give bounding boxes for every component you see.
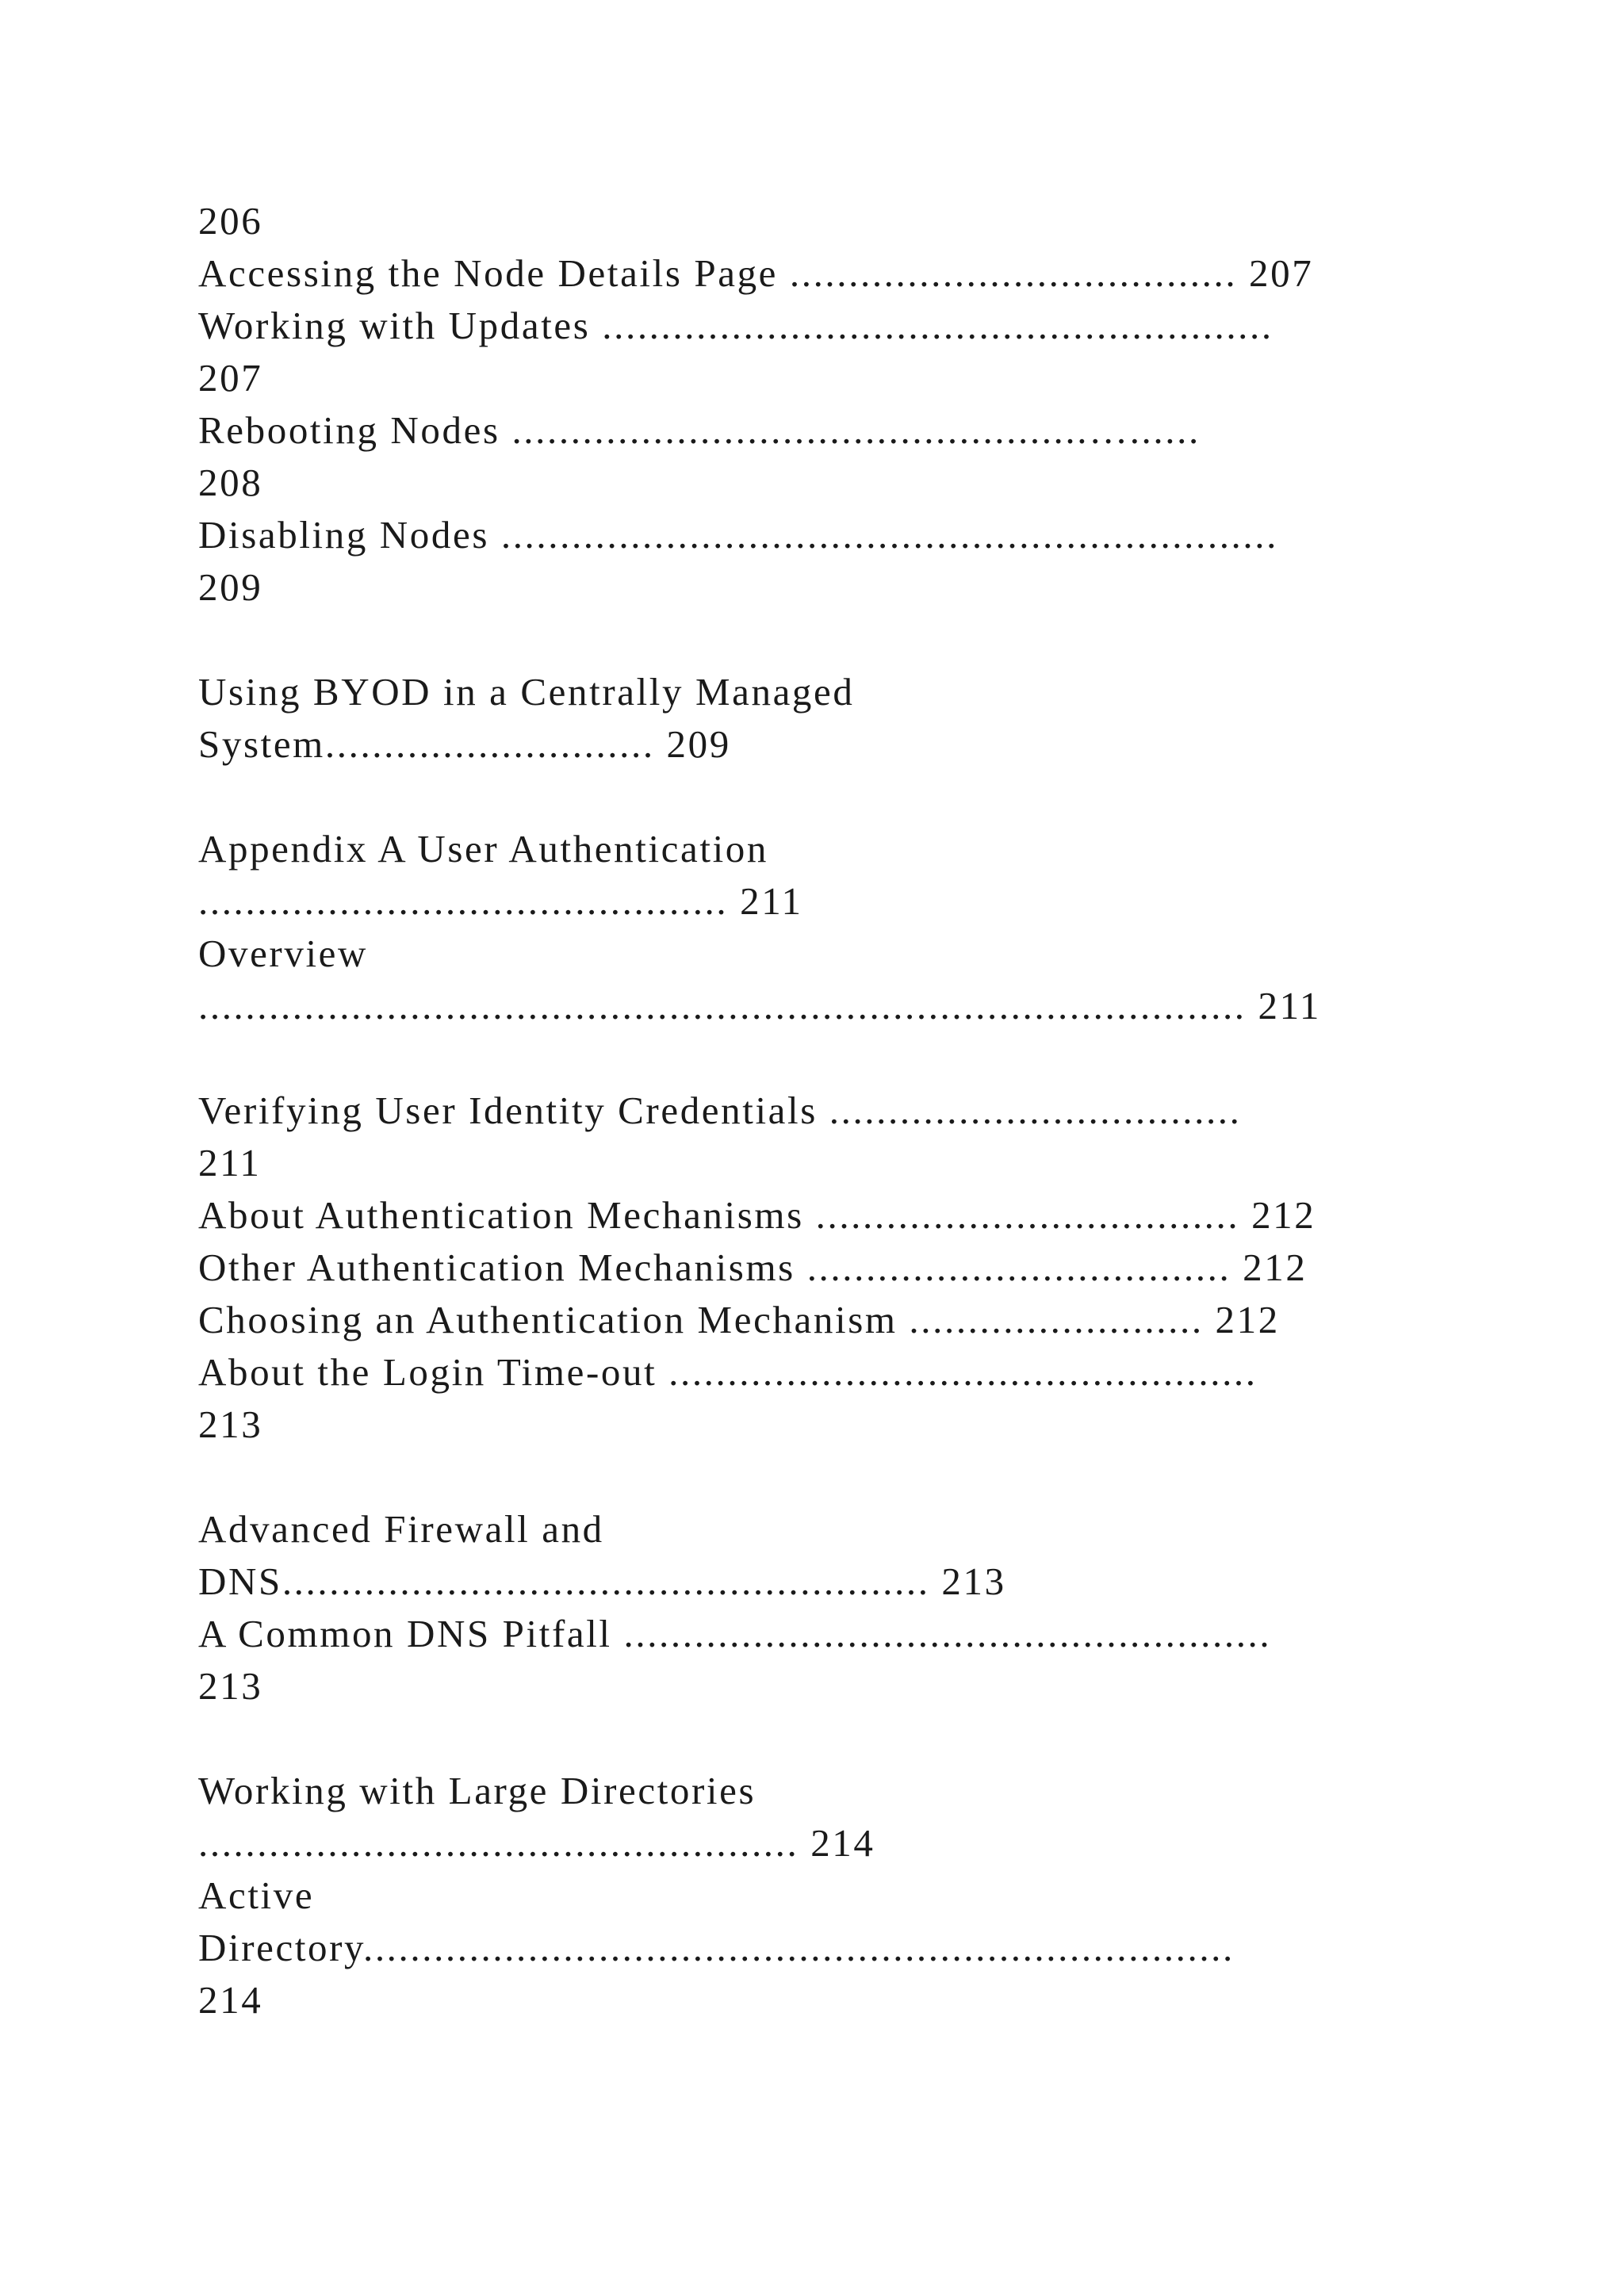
toc-spacer	[198, 1032, 1435, 1085]
toc-spacer	[198, 1712, 1435, 1765]
toc-line: Accessing the Node Details Page ...................................... 207	[198, 251, 1314, 295]
toc-line: Working with Large Directories	[198, 1769, 756, 1812]
toc-line: 214	[198, 1978, 263, 2022]
toc-line: About Authentication Mechanisms .................................... 212	[198, 1193, 1316, 1237]
toc-line: Overview	[198, 932, 369, 975]
toc-line: Active	[198, 1873, 315, 1917]
toc-line: ................................................... 214	[198, 1821, 875, 1865]
toc-spacer	[198, 614, 1435, 666]
toc-line: Using BYOD in a Centrally Managed	[198, 670, 855, 714]
toc-line: About the Login Time-out ..................................................	[198, 1350, 1258, 1394]
toc-line: ......................................................................................... 211	[198, 984, 1321, 1027]
table-of-contents	[198, 195, 1435, 2026]
toc-spacer	[198, 1451, 1435, 1503]
toc-line: Choosing an Authentication Mechanism ......................... 212	[198, 1298, 1280, 1341]
toc-spacer	[198, 771, 1435, 823]
toc-line: Rebooting Nodes .................................................…......	[198, 408, 1201, 452]
toc-line: 209	[198, 565, 263, 609]
toc-line: 213	[198, 1664, 263, 1708]
toc-line: Verifying User Identity Credentials ...................................	[198, 1089, 1242, 1132]
toc-line: Appendix A User Authentication	[198, 827, 768, 871]
toc-line: Disabling Nodes ..................................................................	[198, 513, 1278, 557]
toc-line: ............................................. 211	[198, 879, 803, 923]
toc-line: Advanced Firewall and	[198, 1507, 604, 1551]
toc-line: 207	[198, 356, 263, 400]
toc-line: 213	[198, 1402, 263, 1446]
toc-line: Working with Updates .........................................................	[198, 304, 1274, 347]
toc-line: DNS....................................................... 213	[198, 1559, 1006, 1603]
toc-line: System............................ 209	[198, 722, 731, 766]
toc-line: 211	[198, 1141, 262, 1184]
toc-line: 206	[198, 199, 263, 243]
toc-line: 208	[198, 461, 263, 504]
toc-line: Other Authentication Mechanisms .................................... 212	[198, 1246, 1308, 1289]
toc-line: Directory..........................................................................	[198, 1926, 1235, 1969]
toc-line: A Common DNS Pitfall .......................................................	[198, 1612, 1272, 1655]
